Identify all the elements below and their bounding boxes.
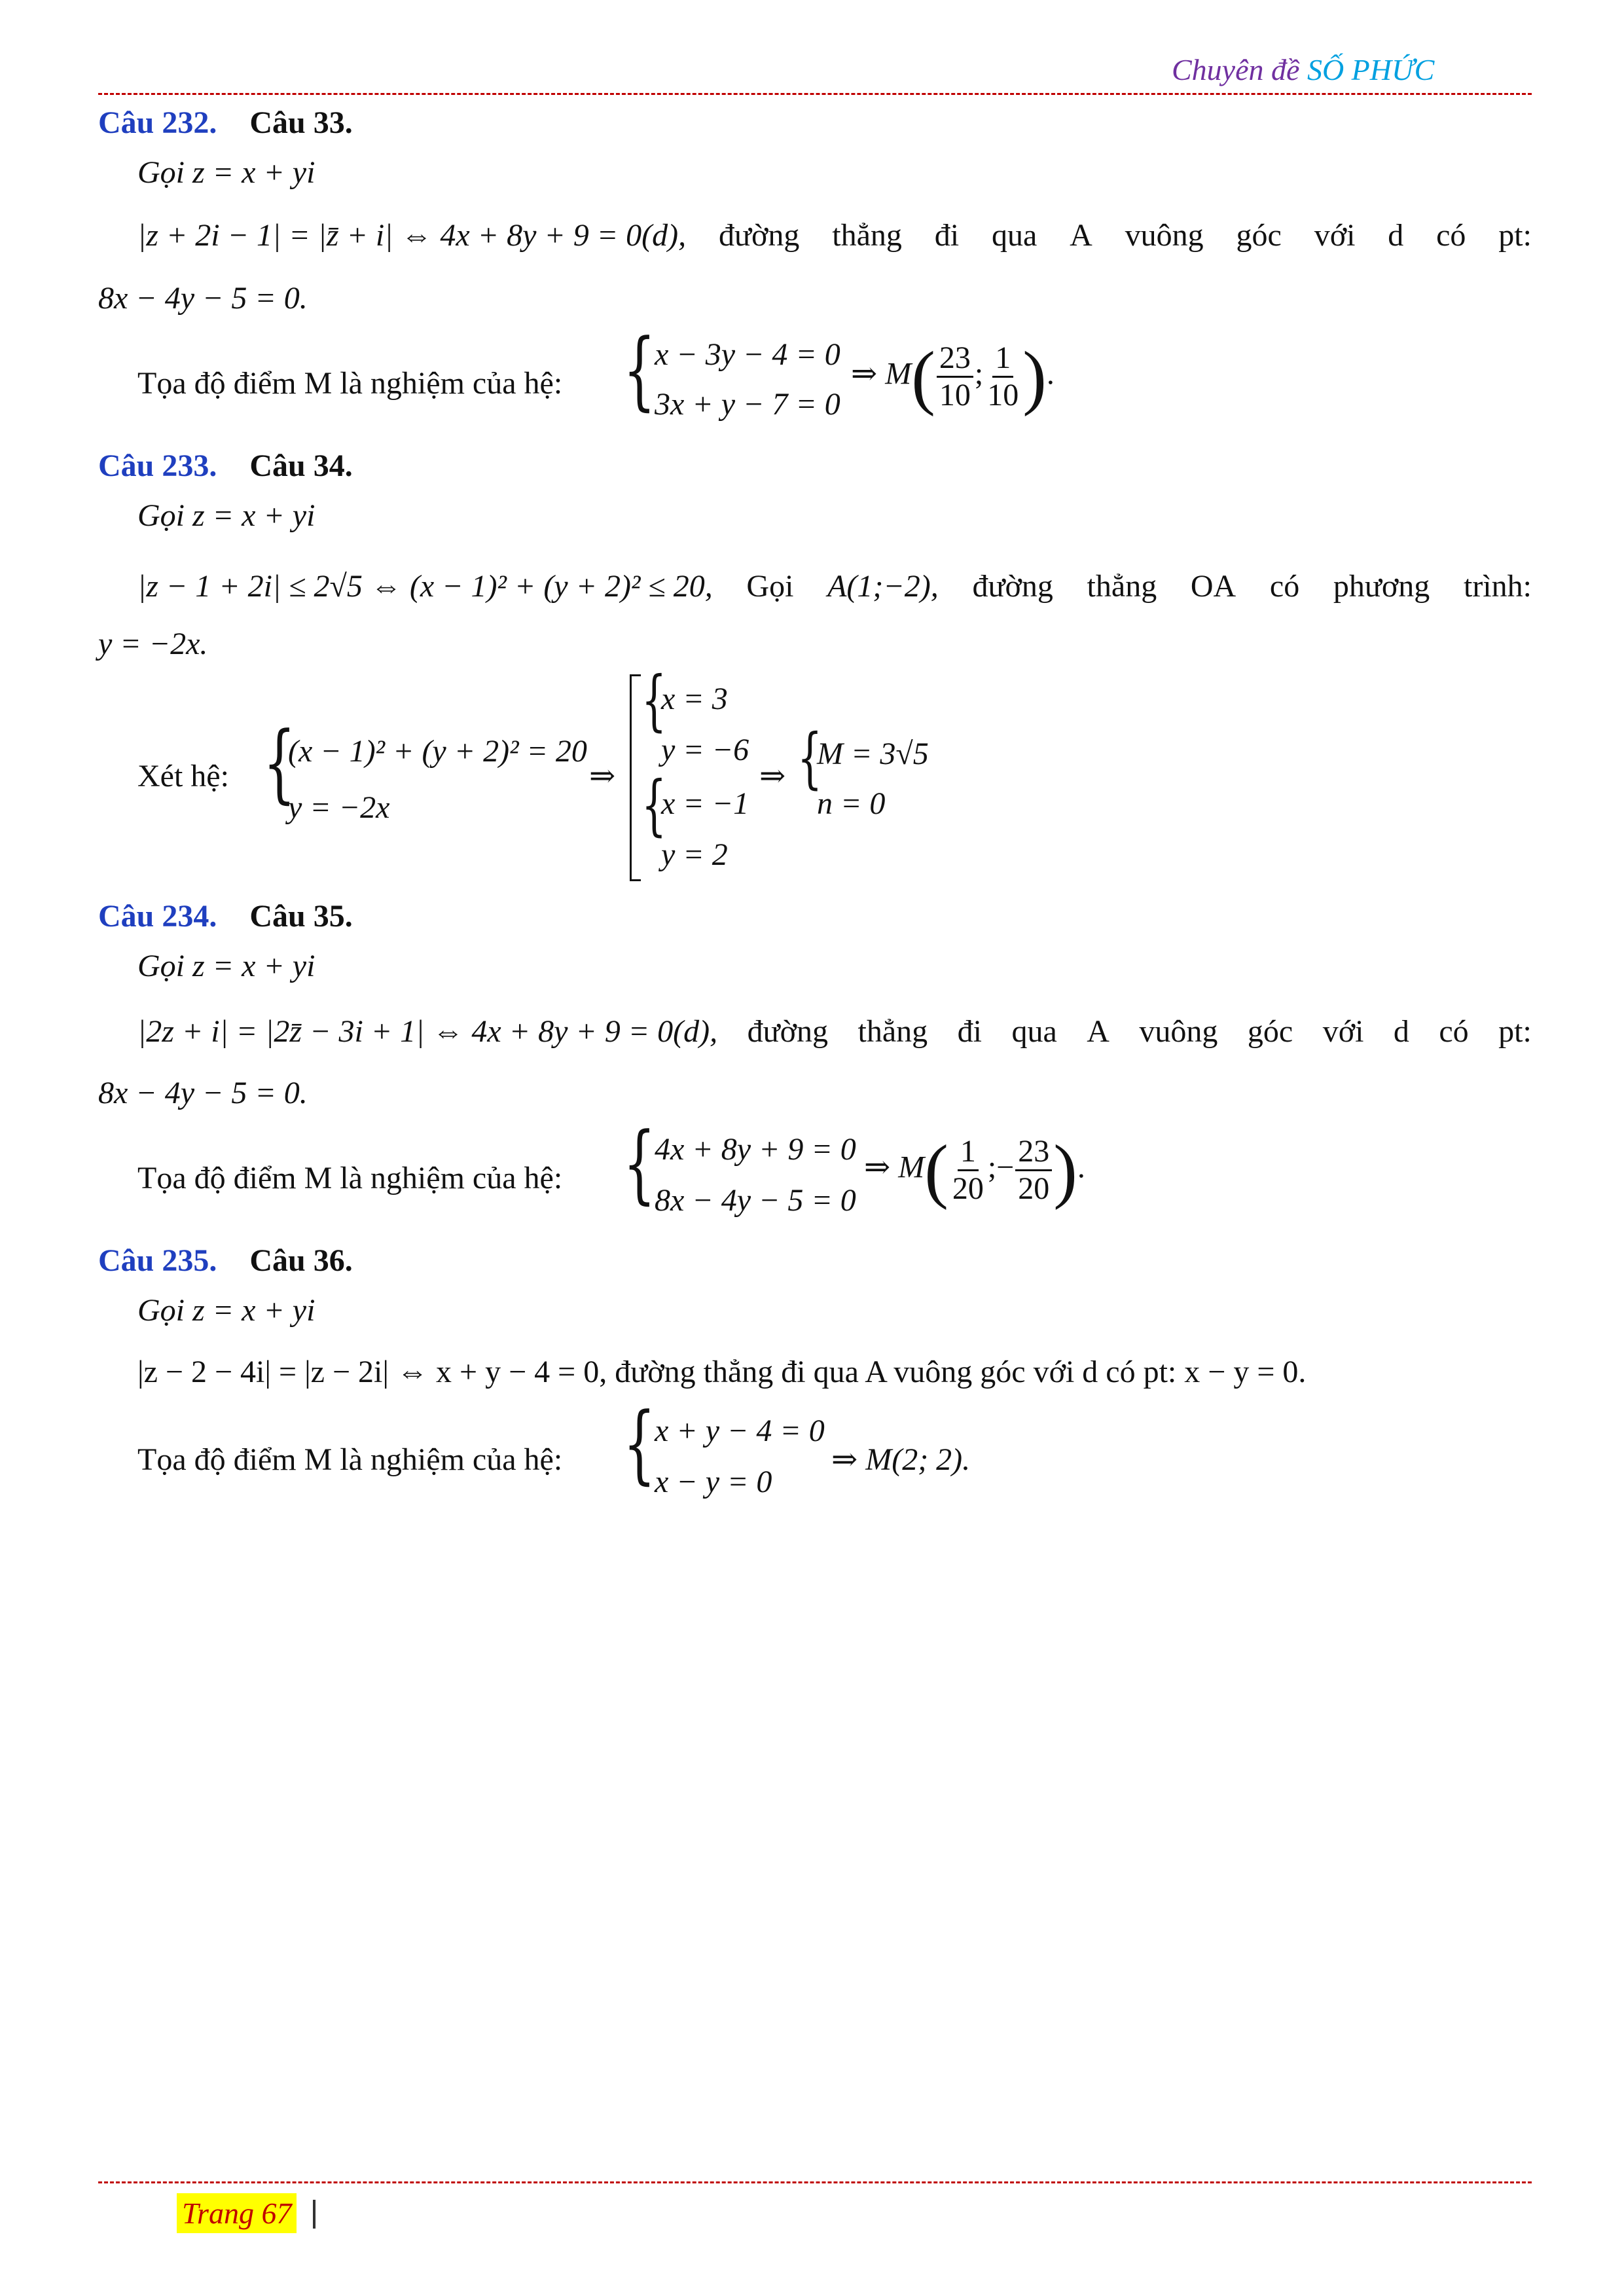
w: có <box>1269 569 1300 604</box>
system-eq-1: 4x + 8y + 9 = 0 <box>655 1132 856 1167</box>
w: A <box>1070 218 1092 253</box>
problem-line2: 8x − 4y − 5 = 0. <box>98 281 308 316</box>
w: phương <box>1333 569 1430 604</box>
w: với <box>1314 218 1356 253</box>
denominator: 10 <box>939 378 971 412</box>
brace: { <box>641 767 667 843</box>
problem-line2: 8x − 4y − 5 = 0. <box>98 1076 308 1110</box>
w: Gọi <box>746 569 794 604</box>
fraction <box>984 340 1021 413</box>
case-eq: y = 2 <box>661 837 728 872</box>
w: đường <box>972 569 1053 604</box>
case-eq: x = 3 <box>661 682 728 716</box>
final-eq: n = 0 <box>817 786 886 821</box>
footer-rule <box>98 2181 1532 2183</box>
header-prefix: Chuyên đề <box>1172 53 1307 86</box>
w: đi <box>934 218 960 253</box>
arrow: ⇒ <box>759 759 786 793</box>
system-eq-2: y = −2x <box>288 790 390 825</box>
equation: |z + 2i − 1| = |z̄ + i| ⇔ 4x + 8y + 9 = 0(d), <box>137 218 687 253</box>
w: vuông <box>1125 218 1204 253</box>
system-eq-1: (x − 1)² + (y + 2)² = 20 <box>288 734 587 769</box>
w: đường <box>747 1014 829 1049</box>
cases-bracket <box>630 674 641 881</box>
numerator: 23 <box>1015 1134 1052 1171</box>
w: pt: <box>1498 1014 1532 1049</box>
page-number: Trang 67 <box>177 2193 297 2233</box>
arrow: ⇒ <box>589 759 616 793</box>
coord-label: Tọa độ điểm M là nghiệm của hệ: <box>137 366 563 401</box>
problem-intro: Gọi z = x + yi <box>137 155 316 190</box>
w: góc <box>1236 218 1282 253</box>
w: đường <box>718 218 800 253</box>
page-header <box>1172 52 1434 87</box>
w: d <box>1393 1014 1409 1049</box>
problem-alt-number: Câu 34. <box>249 448 353 483</box>
denominator: 10 <box>987 378 1019 412</box>
separator: ;− <box>987 1150 1015 1185</box>
system-eq-1: x + y − 4 = 0 <box>655 1413 825 1448</box>
fraction <box>950 1134 986 1207</box>
w: d <box>1388 218 1404 253</box>
problem-intro: Gọi z = x + yi <box>137 949 316 983</box>
w: đi <box>957 1014 982 1049</box>
problem-intro: Gọi z = x + yi <box>137 498 316 533</box>
problem-line1 <box>137 1012 1532 1051</box>
header-topic: SỐ PHỨC <box>1307 53 1435 86</box>
result: ⇒ M(2; 2). <box>831 1442 971 1477</box>
system-eq-2: x − y = 0 <box>655 1465 772 1499</box>
footer-bar <box>313 2200 316 2229</box>
w: OA <box>1190 569 1236 604</box>
problem-heading <box>98 1241 353 1281</box>
system-eq-2: 3x + y − 7 = 0 <box>655 387 840 422</box>
problem-number: Câu 234. <box>98 899 217 934</box>
denominator: 20 <box>952 1171 984 1206</box>
final-eq: M = 3√5 <box>817 737 929 771</box>
w: pt: <box>1498 218 1532 253</box>
denominator: 20 <box>1018 1171 1050 1206</box>
problem-heading <box>98 446 353 486</box>
fraction <box>1015 1134 1052 1207</box>
coord-label: Tọa độ điểm M là nghiệm của hệ: <box>137 1442 563 1477</box>
problem-heading <box>98 103 353 143</box>
coord-label: Tọa độ điểm M là nghiệm của hệ: <box>137 1161 563 1195</box>
w: góc <box>1247 1014 1293 1049</box>
w: thẳng <box>857 1014 928 1049</box>
w: trình: <box>1463 569 1532 604</box>
header-rule <box>98 93 1532 95</box>
problem-number: Câu 233. <box>98 448 217 483</box>
w: có <box>1436 218 1466 253</box>
result-prefix: ⇒ M <box>864 1150 925 1185</box>
brace: { <box>263 713 296 812</box>
w: A <box>1087 1014 1110 1049</box>
brace: { <box>641 662 667 738</box>
w: A(1;−2), <box>827 569 939 604</box>
w: qua <box>991 218 1038 253</box>
equation: |2z + i| = |2z̄ − 3i + 1| ⇔ 4x + 8y + 9 = 0(d), <box>137 1014 718 1049</box>
fraction <box>937 340 973 413</box>
separator: ; <box>974 356 984 392</box>
equation: |z − 1 + 2i| ≤ 2√5 ⇔ (x − 1)² + (y + 2)² ≤ 20, <box>137 569 713 604</box>
result-end: . <box>1046 356 1055 392</box>
brace: { <box>623 1114 656 1213</box>
brace: { <box>797 720 823 796</box>
problem-alt-number: Câu 33. <box>249 105 353 140</box>
w: có <box>1439 1014 1469 1049</box>
w: với <box>1322 1014 1364 1049</box>
brace: { <box>623 320 656 420</box>
system-eq-2: 8x − 4y − 5 = 0 <box>655 1183 856 1218</box>
problem-alt-number: Câu 36. <box>249 1243 353 1278</box>
w: thẳng <box>1087 569 1157 604</box>
result: ⇒ M( $\frac{1}{20}$ ;− $\frac{23}{20}$ ). <box>864 1130 1085 1211</box>
case-eq: y = −6 <box>661 733 749 767</box>
problem-line2: y = −2x. <box>98 627 208 661</box>
numerator: 23 <box>937 340 973 378</box>
problem-heading <box>98 897 353 936</box>
problem-intro: Gọi z = x + yi <box>137 1293 316 1328</box>
brace: { <box>623 1394 656 1493</box>
result-end: . <box>1077 1150 1085 1185</box>
problem-number: Câu 235. <box>98 1243 217 1278</box>
result-prefix: ⇒ M <box>851 356 912 392</box>
system-eq-1: x − 3y − 4 = 0 <box>655 337 840 372</box>
problem-line1 <box>137 567 1532 606</box>
xet-label: Xét hệ: <box>137 759 229 793</box>
problem-line1: |z − 2 − 4i| = |z − 2i| ⇔ x + y − 4 = 0, đường thẳng đi qua A vuông góc với d có pt: x − y = 0. <box>137 1355 1307 1389</box>
result: ⇒ M( $\frac{23}{10}$ ; $\frac{1}{10}$ ). <box>851 337 1055 417</box>
w: qua <box>1011 1014 1057 1049</box>
numerator: 1 <box>992 340 1013 378</box>
w: vuông <box>1139 1014 1218 1049</box>
problem-line1 <box>137 216 1532 255</box>
case-eq: x = −1 <box>661 786 749 821</box>
numerator: 1 <box>958 1134 979 1171</box>
problem-number: Câu 232. <box>98 105 217 140</box>
w: thẳng <box>832 218 902 253</box>
problem-alt-number: Câu 35. <box>249 899 353 934</box>
